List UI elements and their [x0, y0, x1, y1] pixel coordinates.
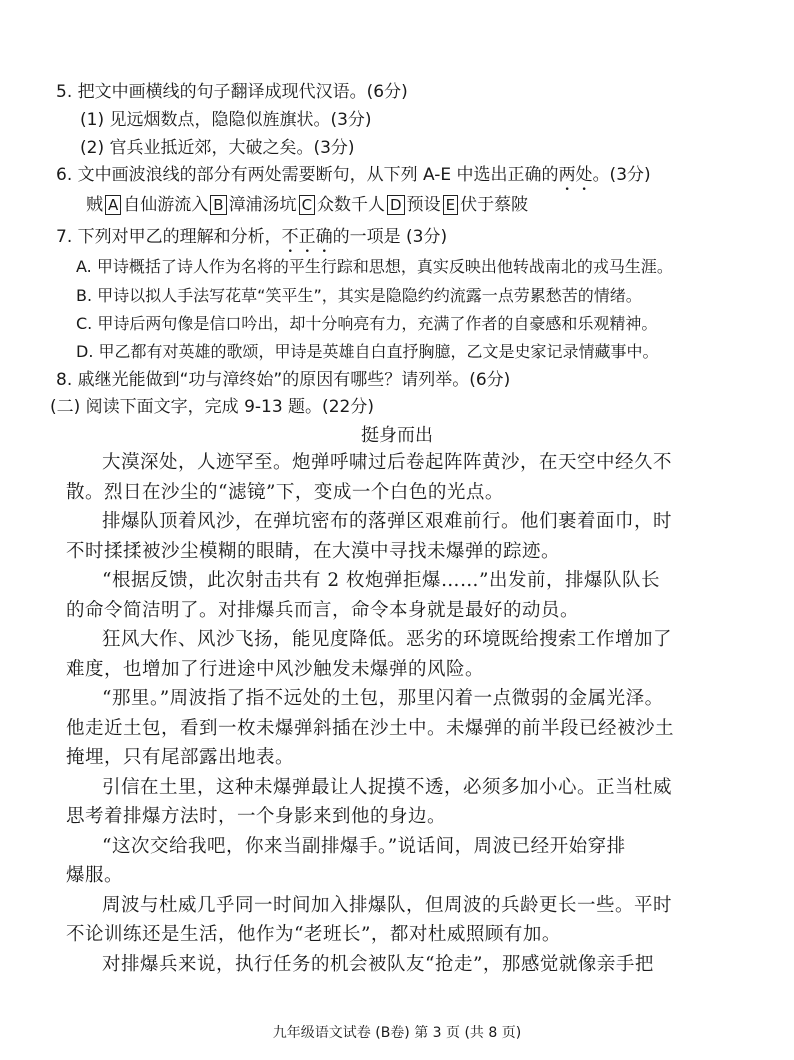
segment-0: 贼: [86, 195, 103, 215]
article-line: “这次交给我吧，你来当副排爆手。”说话间，周波已经开始穿排: [102, 836, 626, 857]
article-line: 的命令简洁明了。对排爆兵而言，命令本身就是最好的动员。: [66, 600, 580, 621]
question-6: [56, 162, 651, 195]
question-8: 8. 戚继光能做到“功与漳终始”的原因有哪些？请列举。(6分): [56, 370, 511, 390]
section-2-heading: (二) 阅读下面文字，完成 9-13 题。(22分): [50, 397, 374, 417]
page-footer: 九年级语文试卷 (B卷) 第 3 页 (共 8 页): [272, 1025, 522, 1041]
article-line: 不时揉揉被沙尘模糊的眼睛，在大漠中寻找未爆弹的踪迹。: [66, 541, 561, 562]
break-mark-a: A: [105, 195, 121, 215]
article-line: 狂风大作、风沙飞扬，能见度降低。恶劣的环境既给搜索工作增加了: [102, 629, 673, 650]
question-7-text: 7. 下列对甲乙的理解和分析，: [56, 227, 282, 247]
question-6-sentence: [86, 192, 528, 218]
question-7-option-c: C. 甲诗后两句像是信口吟出，却十分响亮有力，充满了作者的自豪感和乐观精神。: [76, 314, 658, 333]
article-line: 对排爆兵来说，执行任务的机会被队友“抢走”，那感觉就像亲手把: [102, 954, 654, 975]
article-line: 难度，也增加了行进途中风沙触发未爆弹的风险。: [66, 659, 485, 680]
segment-3: 众数千人: [317, 195, 386, 215]
segment-2: 漳浦汤坑: [228, 195, 297, 215]
segment-4: 预设: [406, 195, 441, 215]
question-7: [56, 224, 447, 257]
question-5-part-2: (2) 官兵业抵近郊，大破之矣。(3分): [80, 138, 355, 158]
question-6-emphasis: 两处: [558, 165, 593, 185]
question-7-score: 的一项是 (3分): [332, 227, 448, 247]
question-6-text: 6. 文中画波浪线的部分有两处需要断句，从下列 A-E 中选出正确的: [56, 165, 559, 185]
segment-1: 自仙游流入: [123, 195, 209, 215]
question-5-part-1: (1) 见远烟数点，隐隐似旌旗状。(3分): [80, 110, 372, 130]
article-title: 挺身而出: [361, 425, 433, 446]
break-mark-e: E: [443, 195, 458, 215]
question-7-option-d: D. 甲乙都有对英雄的歌颂，甲诗是英雄自白直抒胸臆，乙文是史家记录情藏事中。: [76, 342, 659, 361]
article-line: 掩埋，只有尾部露出地表。: [66, 747, 295, 768]
question-5: 5. 把文中画横线的句子翻译成现代汉语。(6分): [56, 82, 408, 102]
question-7-emphasis: 不正确: [281, 227, 333, 247]
article-line: 引信在土里，这种未爆弹最让人捉摸不透，必须多加小心。正当杜威: [102, 777, 673, 798]
break-mark-b: B: [210, 195, 226, 215]
article-line: 不论训练还是生活，他作为“老班长”，都对杜威照顾有加。: [66, 924, 561, 945]
article-line: 思考着排爆方法时，一个身影来到他的身边。: [66, 806, 447, 827]
article-line: 他走近土包，看到一枚未爆弹斜插在沙土中。未爆弹的前半段已经被沙土: [66, 718, 675, 739]
article-line: 大漠深处，人迹罕至。炮弹呼啸过后卷起阵阵黄沙，在天空中经久不: [102, 452, 673, 473]
break-mark-d: D: [387, 195, 405, 215]
question-7-option-b: B. 甲诗以拟人手法写花草“笑平生”，其实是隐隐约约流露一点劳累愁苦的情绪。: [76, 286, 642, 305]
article-line: 散。烈日在沙尘的“滤镜”下，变成一个白色的光点。: [66, 482, 504, 503]
article-line: 周波与杜威几乎同一时间加入排爆队，但周波的兵龄更长一些。平时: [102, 895, 673, 916]
question-7-option-a: A. 甲诗概括了诗人作为名将的平生行踪和思想，真实反映出他转战南北的戎马生涯。: [76, 257, 673, 276]
break-mark-c: C: [299, 195, 315, 215]
article-line: “根据反馈，此次射击共有 2 枚炮弹拒爆……”出发前，排爆队队长: [102, 570, 660, 591]
segment-5: 伏于蔡陂: [460, 195, 529, 215]
article-line: “那里。”周波指了指不远处的土包，那里闪着一点微弱的金属光泽。: [102, 688, 664, 709]
article-line: 排爆队顶着风沙，在弹坑密布的落弹区艰难前行。他们裹着面巾，时: [102, 511, 673, 532]
article-line: 爆服。: [66, 865, 124, 886]
question-6-score: 。(3分): [592, 165, 651, 185]
